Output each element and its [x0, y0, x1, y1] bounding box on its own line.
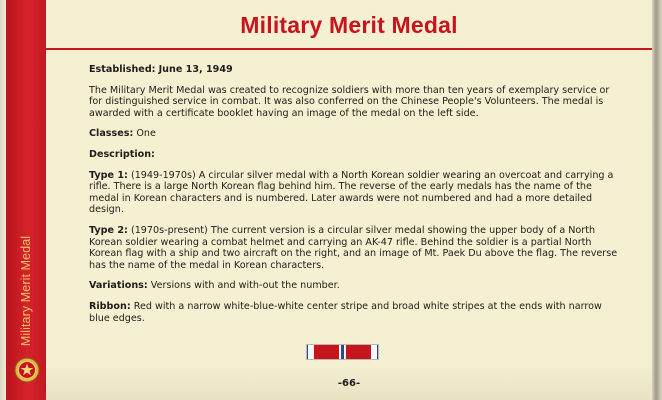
dprk-star-emblem-icon: [14, 357, 40, 383]
description-label: Description:: [89, 148, 155, 160]
book-gutter-edge: [652, 0, 662, 400]
type1-text: (1949-1970s) A circular silver medal with a North Korean soldier wearing an overcoat and carrying a rifle. There is a large North Korean flag behind him. The reverse of the early medals has the name of the medal in Korean characters and is numbered. Later awards were not numbered and had a more detailed design.: [89, 169, 614, 216]
ribbon-stripe: [314, 345, 340, 359]
type1-label: Type 1:: [89, 169, 128, 181]
variations-label: Variations:: [89, 280, 148, 292]
type2-label: Type 2:: [89, 224, 128, 236]
sidebar-title-text: Military Merit Medal: [19, 235, 34, 347]
classes-paragraph: [89, 128, 624, 140]
type1-paragraph: [89, 170, 624, 216]
ribbon-stripe: [377, 345, 378, 359]
type2-paragraph: [89, 225, 624, 271]
page-number: -66-: [337, 378, 361, 389]
type2-text: (1970s-present) The current version is a circular silver medal showing the upper body of a North Korean soldier wearing a combat helmet and carrying an AK-47 rifle. Behind the soldier is a partial North Korean flag with a ship and two aircraft on the right, and an image of Mt. Paek Du above the flag. The reverse has the name of the medal in Korean characters.: [89, 224, 618, 271]
article-body: [89, 64, 624, 333]
variations-value: Versions with and with-out the number.: [150, 280, 340, 292]
intro-paragraph: The Military Merit Medal was created to recognize soldiers with more than ten years of exemplary service or for distinguished service in combat. It was also conferred on the Chinese People's Volunteers. The medal is awarded with a certificate booklet having an image of the medal on the left side.: [89, 84, 610, 119]
established-value: June 13, 1949: [158, 64, 233, 75]
established-paragraph: [89, 64, 624, 76]
ribbon-bar-image: [306, 344, 379, 360]
page-title: Military Merit Medal: [240, 12, 458, 38]
ribbon-label: Ribbon:: [89, 300, 131, 312]
variations-paragraph: [89, 280, 624, 292]
ribbon-stripe: [346, 345, 372, 359]
ribbon-value: Red with a narrow white-blue-white center stripe and broad white stripes at the ends with narrow blue edges.: [89, 300, 602, 324]
page-content: [46, 0, 652, 400]
classes-label: Classes:: [89, 128, 134, 140]
sidebar-title: [13, 226, 39, 356]
description-heading: [89, 149, 624, 161]
title-rule: [46, 48, 652, 50]
classes-value: One: [136, 128, 156, 140]
ribbon-paragraph: [89, 301, 624, 324]
sidebar: [6, 0, 46, 400]
established-label: Established:: [89, 64, 156, 75]
